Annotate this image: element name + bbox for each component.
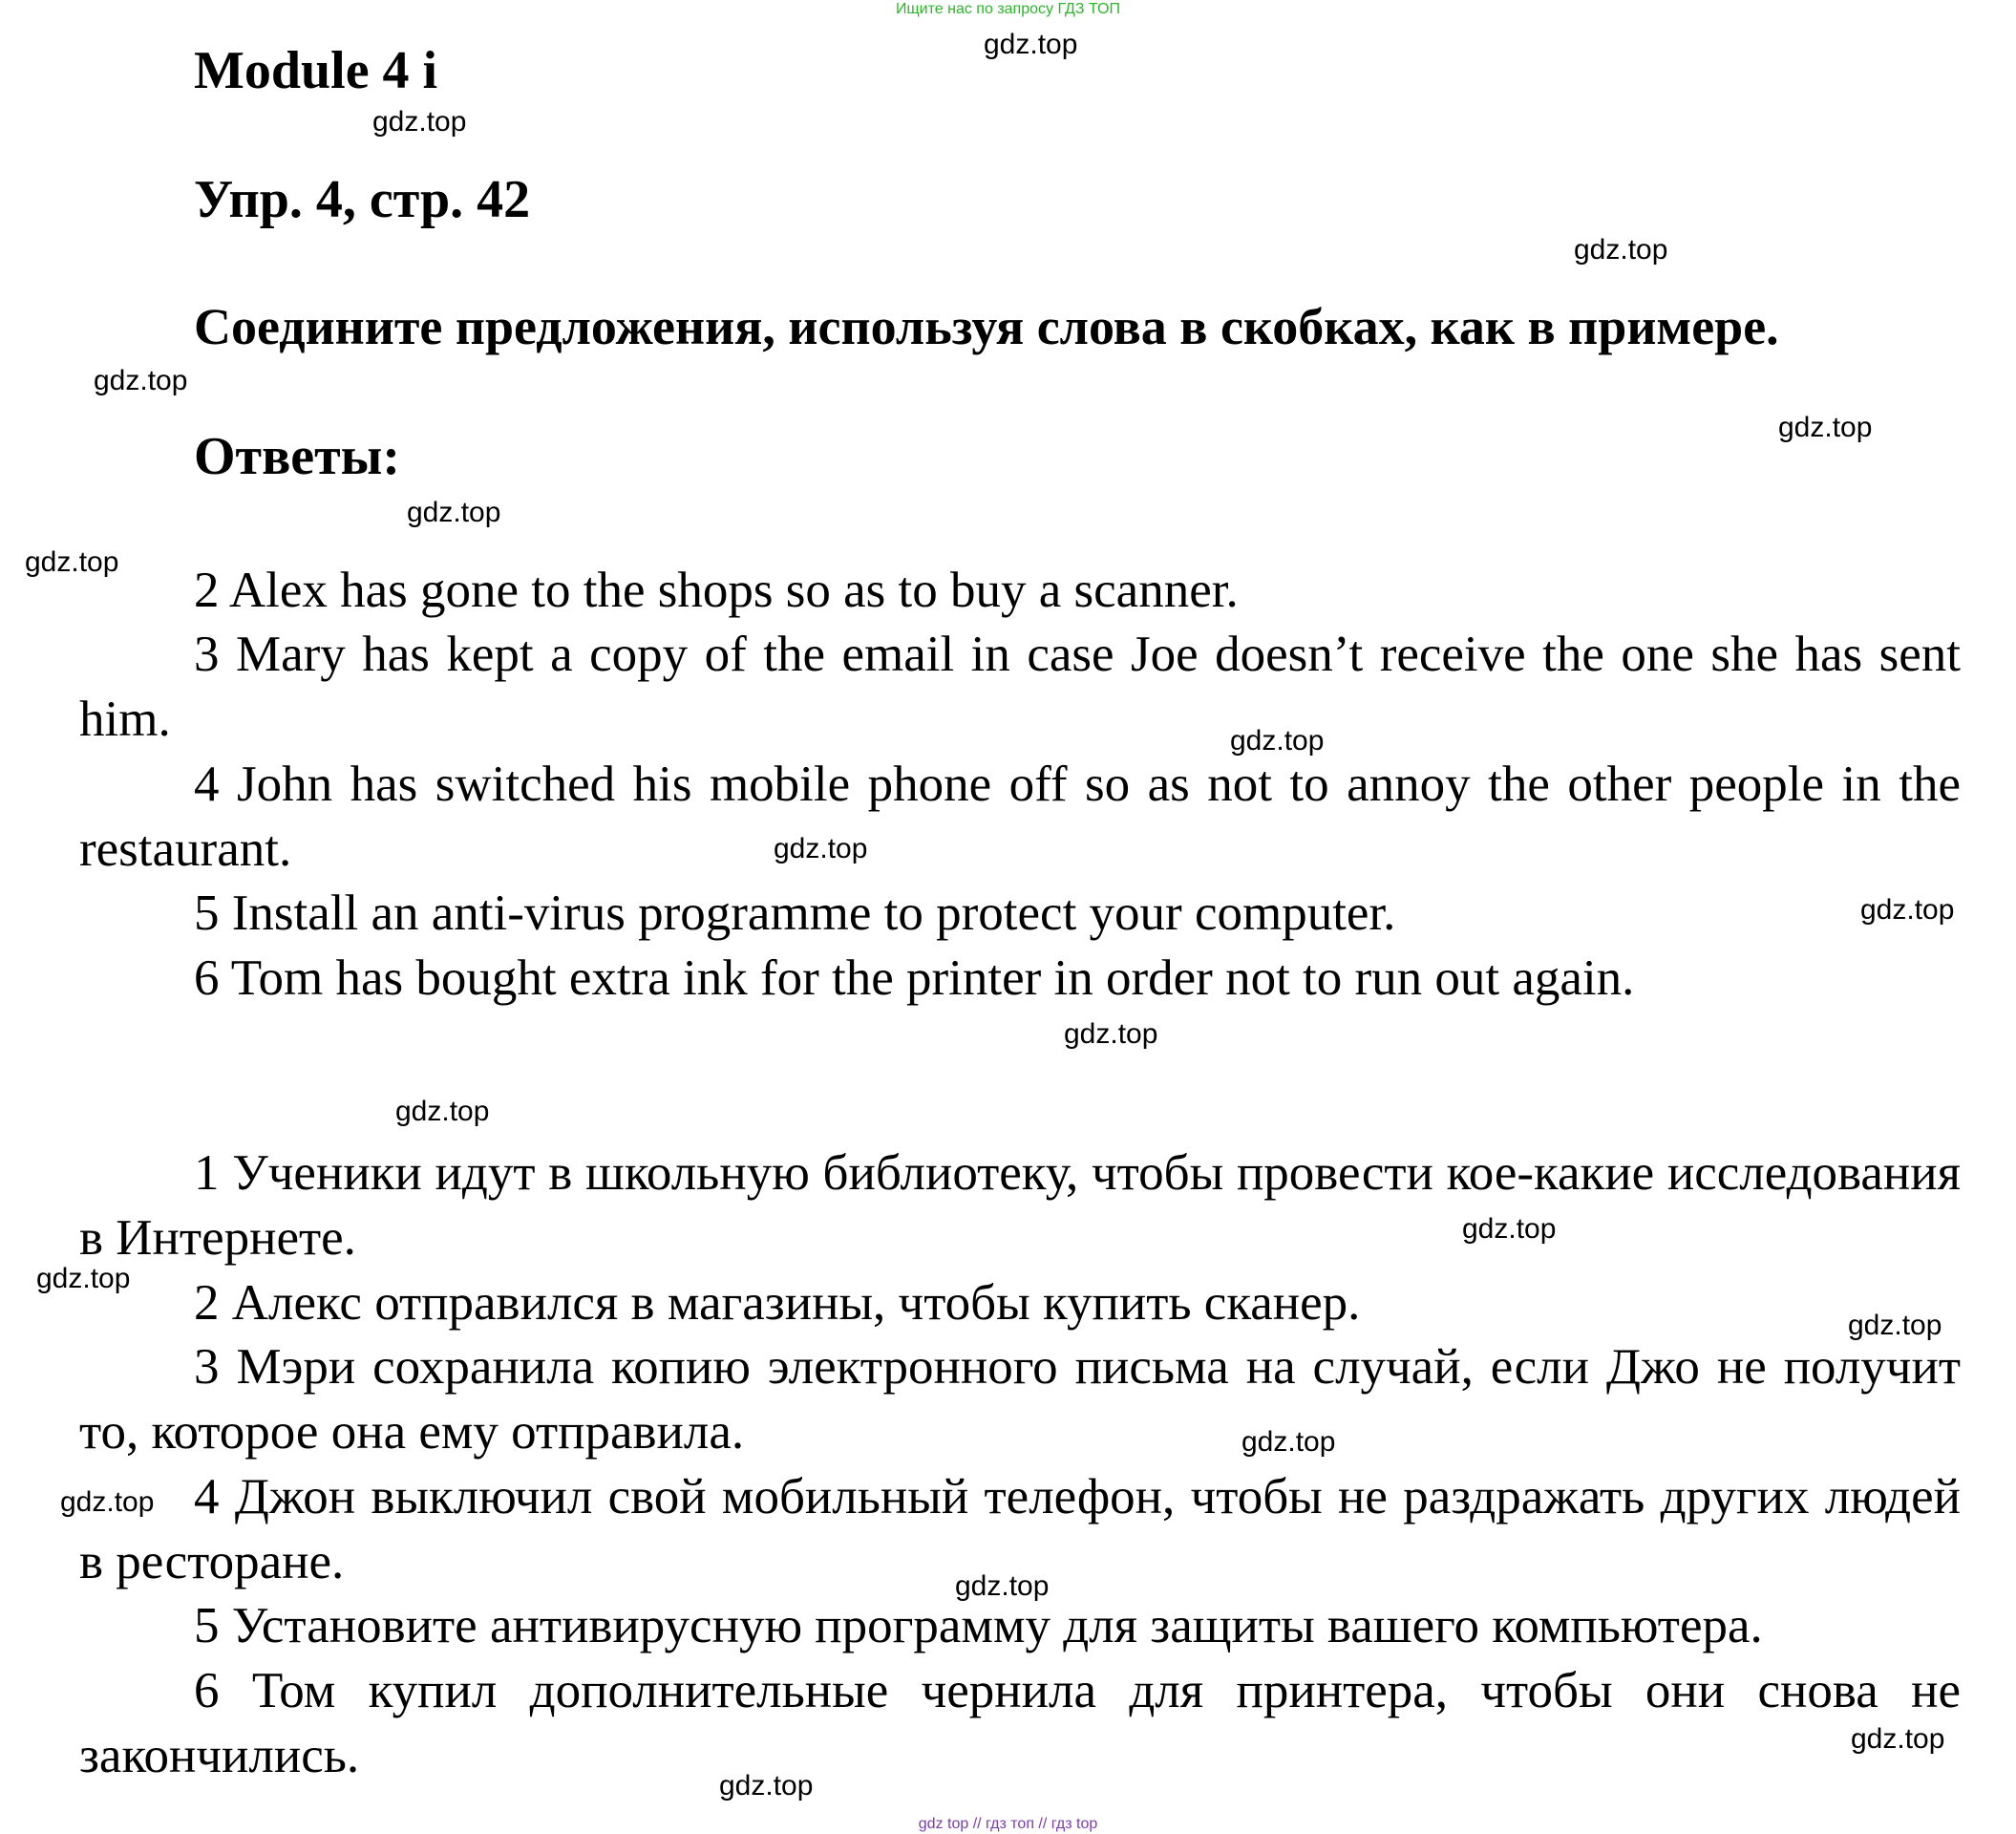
module-title: Module 4 i	[194, 41, 438, 100]
watermark: gdz.top	[984, 29, 1078, 60]
answer-en-6: 6 Tom has bought extra ink for the printer in order not to run out again.	[194, 950, 1635, 1006]
top-banner: Ищите нас по запросу ГДЗ ТОП	[896, 1, 1120, 17]
answer-en-4: 4 John has switched his mobile phone off so as not to annoy the other people in the restaurant.	[79, 757, 1961, 877]
watermark: gdz.top	[94, 365, 188, 396]
answers-label: Ответы:	[194, 427, 401, 486]
watermark: gdz.top	[719, 1770, 814, 1802]
watermark: gdz.top	[1860, 894, 1955, 926]
bottom-banner: gdz top // гдз топ // гдз top	[918, 1816, 1098, 1832]
exercise-reference: Упр. 4, стр. 42	[194, 170, 531, 229]
answer-en-2: 2 Alex has gone to the shops so as to buy a scanner.	[194, 563, 1239, 618]
watermark: gdz.top	[1241, 1426, 1336, 1458]
watermark: gdz.top	[395, 1096, 490, 1127]
watermark: gdz.top	[955, 1570, 1050, 1602]
watermark: gdz.top	[60, 1486, 155, 1518]
answer-ru-6: 6 Том купил дополнительные чернила для принтера, чтобы они снова не закончились.	[79, 1663, 1961, 1783]
watermark: gdz.top	[1064, 1018, 1158, 1050]
watermark: gdz.top	[25, 546, 119, 578]
watermark: gdz.top	[372, 106, 467, 138]
answer-ru-4: 4 Джон выключил свой мобильный телефон, чтобы не раздражать других людей в ресторане.	[79, 1469, 1961, 1589]
answer-ru-1: 1 Ученики идут в школьную библиотеку, чтобы провести кое-какие исследования в Интернете.	[79, 1145, 1961, 1266]
watermark: gdz.top	[1462, 1213, 1557, 1245]
answer-ru-5: 5 Установите антивирусную программу для защиты вашего компьютера.	[194, 1598, 1763, 1653]
answer-en-3: 3 Mary has kept a copy of the email in case Joe doesn’t receive the one she has sent him.	[79, 627, 1961, 747]
watermark: gdz.top	[1230, 725, 1325, 757]
watermark: gdz.top	[1848, 1310, 1942, 1341]
watermark: gdz.top	[36, 1263, 131, 1294]
answer-ru-2: 2 Алекс отправился в магазины, чтобы купить сканер.	[194, 1275, 1361, 1331]
answer-en-5: 5 Install an anti-virus programme to protect your computer.	[194, 885, 1396, 941]
watermark: gdz.top	[407, 497, 501, 528]
task-instruction: Соедините предложения, используя слова в скобках, как в примере.	[194, 298, 1779, 355]
watermark: gdz.top	[1574, 234, 1668, 266]
watermark: gdz.top	[1851, 1723, 1945, 1755]
watermark: gdz.top	[1778, 412, 1873, 443]
watermark: gdz.top	[774, 833, 868, 864]
answer-ru-3: 3 Мэри сохранила копию электронного письма на случай, если Джо не получит то, которое она ему отправила.	[79, 1339, 1961, 1460]
